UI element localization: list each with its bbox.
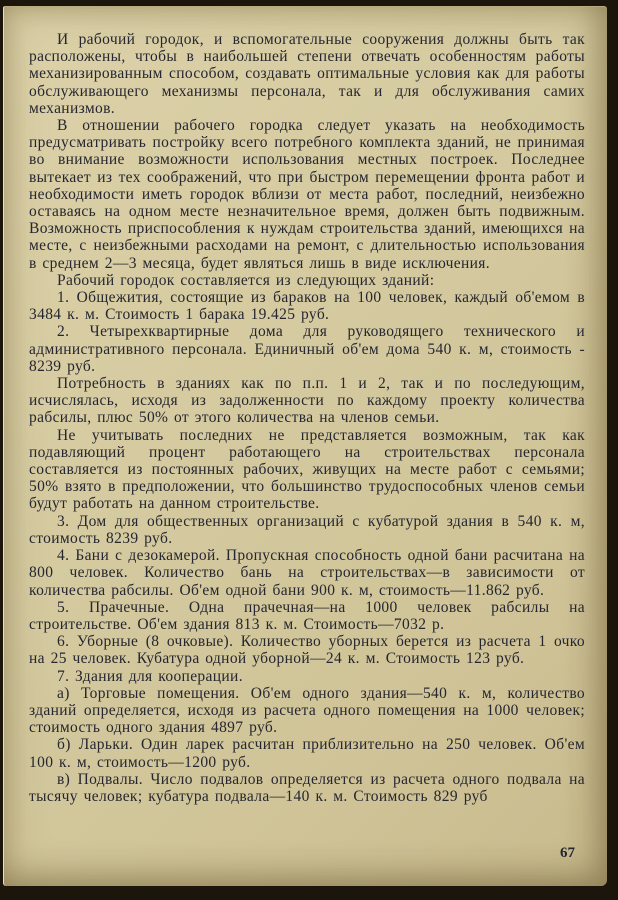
- paragraph: Потребность в зданиях как по п.п. 1 и 2, так и по последующим, исчислялась, исходя из задолженности по каждому проекту количества рабсилы, плюс 50% от этого количества на членов семьи.: [29, 375, 585, 427]
- paragraph: 7. Здания для кооперации.: [57, 667, 243, 685]
- paragraph: а) Торговые помещения. Об'ем одного здания—540 к. м, количество зданий определяется, исходя из расчета одного помещения на 1000 человек; стоимость одного здания 4897 руб.: [29, 684, 585, 737]
- paragraph: 3. Дом для общественных организаций с кубатурой здания в 540 к. м, стоимость 8239 руб.: [29, 512, 585, 547]
- paragraph: 5. Прачечные. Одна прачечная—на 1000 человек рабсилы на строительстве. Об'ем здания 813 к. м. Стоимость—7032 р.: [29, 598, 585, 633]
- paragraph: Рабочий городок составляется из следующих зданий:: [57, 271, 435, 289]
- paragraph: 6. Уборные (8 очковые). Количество уборных берется из расчета 1 очко на 25 человек. Кубатура одной уборной—24 к. м. Стоимость 123 руб.: [29, 633, 585, 668]
- body-text: [29, 31, 585, 805]
- page-number: 67: [560, 845, 575, 861]
- paragraph: В отношении рабочего городка следует указать на необходимость предусматривать постройку всего потребного комплекта зданий, не принимая во внимание возможности использования местных построек. Последнее вытекает из тех соображений, что при быстром перемещении фронта работ и необходимости иметь городок вблизи от места работ, последний, неизбежно оставаясь на одном месте незначительное время, должен быть подвижным. Возможность приспособления к нуждам строительства зданий, имеющихся на месте, с неизбежными расходами на ремонт, с длительностью использования в среднем 2—3 месяца, будет являться лишь в виде исключения.: [29, 117, 585, 272]
- paragraph: в) Подвалы. Число подвалов определяется из расчета одного подвала на тысячу человек; кубатура подвала—140 к. м. Стоимость 829 руб: [29, 770, 585, 805]
- paragraph: б) Ларьки. Один ларек расчитан приблизительно на 250 человек. Об'ем 100 к. м, стоимость—1200 руб.: [29, 736, 585, 771]
- paragraph: Не учитывать последних не представляется возможным, так как подавляющий процент работающего на строительствах персонала составляется из постоянных рабочих, живущих на месте работ с семьями; 50% взято в предположении, что большинство трудоспособных членов семьи будут работать на данном строительстве.: [29, 426, 585, 513]
- paragraph: И рабочий городок, и вспомогательные сооружения должны быть так расположены, чтобы в наибольшей степени отвечать особенностям работы механизированным способом, создавать оптимальные условия как для работы обслуживающего механизмы персонала, так и для обслуживания самих механизмов.: [29, 31, 585, 117]
- paragraph: 1. Общежития, состоящие из бараков на 100 человек, каждый об'емом в 3484 к. м. Стоимость 1 барака 19.425 руб.: [29, 289, 585, 324]
- paragraph: 4. Бани с дезокамерой. Пропускная способность одной бани расчитана на 800 человек. Количество бань на строительствах—в зависимости от количества рабсилы. Об'ем одной бани 900 к. м, стоимость—11.862 руб.: [29, 547, 585, 599]
- paragraph: 2. Четырехквартирные дома для руководящего технического и административного персонала. Единичный об'ем дома 540 к. м, стоимость - 8239 руб.: [29, 323, 585, 375]
- book-page: [3, 6, 607, 886]
